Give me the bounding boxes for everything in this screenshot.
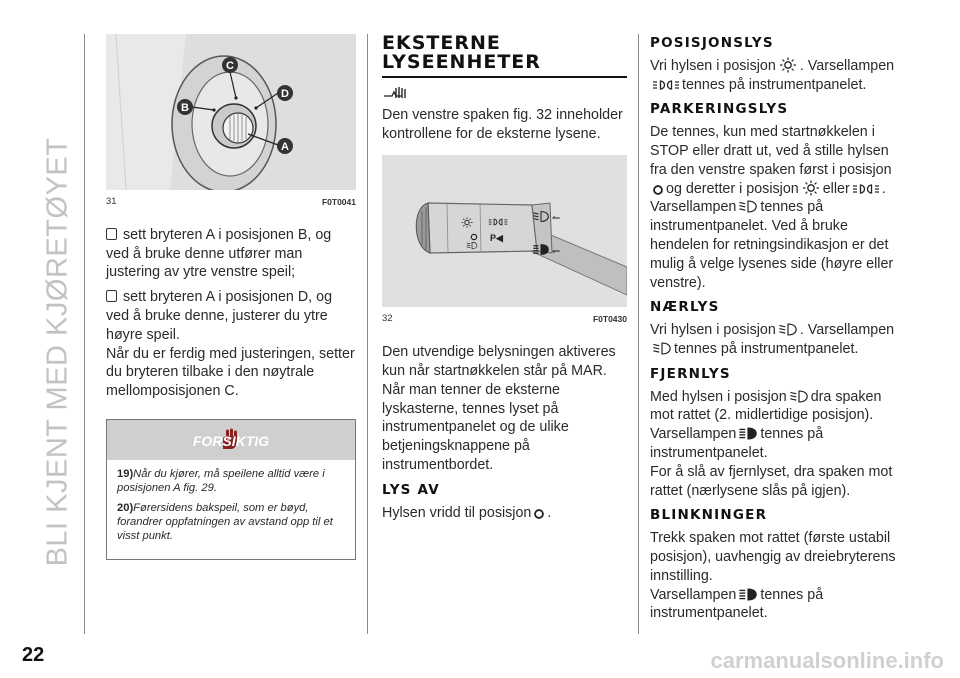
mirror-switch-illustration — [106, 34, 356, 190]
callout-d: D — [281, 88, 289, 100]
low-beam-icon — [652, 341, 672, 356]
warning-note: 20)Førersidens bakspeil, som er bøyd, forandrer oppfatningen av avstand opp til et visst punkt. — [117, 501, 333, 542]
bullet-item: sett bryteren A i posisjonen B, og ved å bruke denne utfører man justering av ytre venstre speil; — [106, 226, 332, 281]
subheading-fjernlys: FJERNLYS — [650, 365, 731, 382]
off-position-icon — [533, 508, 545, 520]
paragraph: Den utvendige belysningen aktiveres kun når startnøkkelen står på MAR. — [382, 344, 616, 379]
position-light-icon — [801, 180, 821, 196]
intro-paragraph: Den venstre spaken fig. 32 inneholder kontrollene for de eksterne lysene. — [382, 106, 623, 142]
callout-b: B — [181, 102, 189, 114]
low-beam-icon — [738, 199, 758, 214]
position-light-icon — [778, 57, 798, 73]
figure-caption: 31 F0T0041 — [106, 196, 356, 207]
warning-title: FORSIKTIG — [192, 432, 270, 449]
high-beam-icon — [738, 426, 758, 441]
off-position-icon — [652, 184, 664, 196]
paragraph: Når man tenner de eksterne lyskasterne, tennes lyset på instrumentpanelet og de ulike betjeningsknappene på instrumentbordet. — [382, 381, 569, 473]
paragraph: De tennes, kun med startnøkkelen i STOP eller dratt ut, ved å stille hylsen fra den venstre spaken først i posisjon og deretter i posisjon eller . Varsellampen tennes på instrumentpanelet. Ved å bruke hendelen for retningsindikasjon er det mulig å velge lysenes side (høyre eller venstre). — [650, 124, 894, 291]
column-divider — [84, 34, 85, 634]
paragraph: Trekk spaken mot rattet (første ustabil posisjon), uavhengig av dreiebryterens innstilling. Varsellampen tennes på instrumentpanelet. — [650, 530, 896, 622]
right-column — [650, 34, 900, 623]
left-column — [106, 34, 356, 560]
subheading-naerlys: NÆRLYS — [650, 299, 720, 316]
parking-light-icon — [852, 182, 880, 196]
subheading-posisjonslys: POSISJONSLYS — [650, 35, 774, 51]
paragraph: Hylsen vridd til posisjon . — [382, 504, 552, 521]
svg-text:↼: ↼ — [552, 213, 561, 225]
low-beam-icon — [778, 322, 798, 337]
middle-column — [382, 34, 627, 522]
heading-rule — [382, 76, 627, 78]
parking-light-icon — [652, 78, 680, 92]
page-number: 22 — [22, 644, 45, 666]
checkbox-bullet-icon — [106, 228, 117, 240]
warning-box — [106, 419, 356, 560]
column-divider — [638, 34, 639, 634]
warning-body — [107, 460, 355, 559]
svg-text:P◀: P◀ — [490, 233, 503, 244]
bullet-item: sett bryteren A i posisjonen D, og ved å bruke denne, justerer du ytre høyre speil. — [106, 289, 333, 343]
paragraph: Når du er ferdig med justeringen, setter du bryteren tilbake i den nøytrale mellomposisjonen C. — [106, 345, 355, 400]
callout-a: A — [281, 141, 289, 153]
figure-caption: 32 F0T0430 — [382, 313, 627, 325]
low-beam-icon — [789, 389, 809, 404]
reading-hand-icon — [382, 84, 422, 100]
paragraph: Vri hylsen i posisjon . Varsellampen tennes på instrumentpanelet. — [650, 57, 895, 93]
watermark: carmanualsonline.info — [710, 648, 944, 673]
section-heading: EKSTERNE LYSEENHETER — [382, 32, 541, 73]
callout-c: C — [226, 60, 234, 72]
figure-32-light-stalk — [382, 155, 627, 307]
checkbox-bullet-icon — [106, 290, 117, 302]
paragraph: Vri hylsen i posisjon . Varsellampen tennes på instrumentpanelet. — [650, 322, 895, 357]
paragraph: Med hylsen i posisjon dra spaken mot rattet (2. midlertidige posisjon). Varsellampen tennes på instrumentpanelet. For å slå av fjernlyset, dra spaken mot rattet (nærlysene slås på igjen). — [650, 388, 893, 499]
subheading-parkeringslys: PARKERINGSLYS — [650, 101, 789, 118]
svg-text:↽: ↽ — [552, 246, 561, 258]
chapter-side-title: BLI KJENT MED KJØRETØYET — [41, 137, 74, 567]
subheading-blinkninger: BLINKNINGER — [650, 507, 768, 524]
column-divider — [367, 34, 368, 634]
high-beam-icon — [738, 587, 758, 602]
warning-note: 19)Når du kjører, må speilene alltid være i posisjonen A fig. 29. — [117, 467, 325, 494]
subheading-lys-av: LYS AV — [382, 481, 440, 498]
light-stalk-illustration — [382, 155, 627, 307]
warning-header — [107, 420, 355, 460]
figure-31-mirror-switch — [106, 34, 356, 190]
